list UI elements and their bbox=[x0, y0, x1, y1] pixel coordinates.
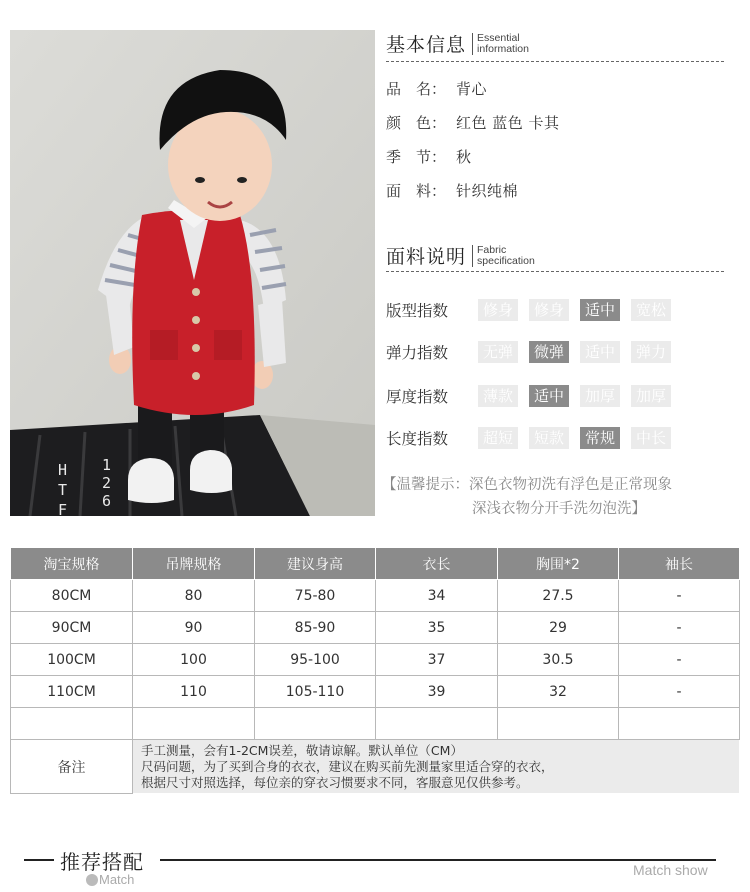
table-cell: 34 bbox=[376, 580, 498, 612]
match-show-label: Match show bbox=[633, 862, 708, 878]
table-cell bbox=[133, 708, 255, 740]
table-cell: - bbox=[619, 612, 740, 644]
size-table bbox=[10, 547, 740, 794]
index-option: 加厚 bbox=[580, 385, 620, 407]
fabric-title-en bbox=[472, 245, 535, 267]
note-line: 尺码问题，为了买到合身的衣衣，建议在购买前先测量家里适合穿的衣衣， bbox=[141, 758, 554, 774]
info-value: 背心 bbox=[456, 80, 488, 98]
table-cell: 75-80 bbox=[255, 580, 376, 612]
divider bbox=[386, 271, 724, 272]
info-value: 秋 bbox=[456, 148, 472, 166]
fit-index-row bbox=[386, 299, 682, 321]
plus-icon bbox=[86, 874, 98, 886]
index-option: 无弹 bbox=[478, 341, 518, 363]
note-line: 根据尺寸对照选择，每位亲的穿衣习惯要求不同，客服意见仅供参考。 bbox=[141, 774, 529, 790]
index-option: 薄款 bbox=[478, 385, 518, 407]
svg-text:6: 6 bbox=[102, 492, 112, 510]
basic-info-title-en bbox=[472, 33, 529, 55]
svg-text:H: H bbox=[58, 461, 68, 479]
table-cell: 29 bbox=[498, 612, 619, 644]
table-note-row bbox=[11, 740, 740, 794]
table-cell: 110 bbox=[133, 676, 255, 708]
info-label: 季 节： bbox=[386, 148, 447, 166]
table-cell bbox=[11, 708, 133, 740]
table-cell: 110CM bbox=[11, 676, 133, 708]
recommend-title: 推荐搭配 bbox=[60, 850, 144, 874]
recommend-subtitle-en: Match bbox=[99, 872, 135, 887]
svg-text:T: T bbox=[58, 481, 68, 499]
table-cell: 30.5 bbox=[498, 644, 619, 676]
fabric-en-line2: specification bbox=[477, 254, 535, 267]
note-text bbox=[133, 740, 740, 794]
table-cell: 80CM bbox=[11, 580, 133, 612]
index-label: 弹力指数 bbox=[386, 344, 449, 362]
table-cell: 37 bbox=[376, 644, 498, 676]
table-cell: 100CM bbox=[11, 644, 133, 676]
table-row bbox=[11, 580, 740, 612]
product-photo bbox=[10, 30, 375, 516]
table-cell bbox=[376, 708, 498, 740]
info-value: 红色 蓝色 卡其 bbox=[456, 114, 560, 132]
basic-info-title: 基本信息 bbox=[386, 34, 467, 56]
thickness-index-row bbox=[386, 385, 682, 407]
index-option: 修身 bbox=[529, 299, 569, 321]
table-cell: 85-90 bbox=[255, 612, 376, 644]
table-row bbox=[11, 612, 740, 644]
col-header: 衣长 bbox=[376, 548, 498, 580]
basic-info-heading bbox=[386, 30, 529, 57]
index-option: 适中 bbox=[529, 385, 569, 407]
info-row-season bbox=[386, 146, 472, 167]
index-label: 版型指数 bbox=[386, 302, 449, 320]
info-value: 针织纯棉 bbox=[456, 182, 519, 200]
care-tip-line2: 深浅衣物分开手洗勿泡洗】 bbox=[472, 501, 646, 517]
index-option: 中长 bbox=[631, 427, 671, 449]
footer-rule-right bbox=[160, 859, 716, 861]
svg-text:2: 2 bbox=[102, 474, 112, 492]
table-cell: 95-100 bbox=[255, 644, 376, 676]
svg-text:1: 1 bbox=[102, 456, 112, 474]
table-cell bbox=[619, 708, 740, 740]
table-cell: - bbox=[619, 676, 740, 708]
table-row bbox=[11, 676, 740, 708]
index-option: 宽松 bbox=[631, 299, 671, 321]
table-row bbox=[11, 644, 740, 676]
svg-text:F: F bbox=[58, 501, 68, 516]
table-cell bbox=[255, 708, 376, 740]
info-label: 面 料： bbox=[386, 182, 447, 200]
table-cell: 39 bbox=[376, 676, 498, 708]
col-header: 淘宝规格 bbox=[11, 548, 133, 580]
basic-info-en-line2: information bbox=[477, 42, 529, 55]
child-model-illustration bbox=[10, 30, 375, 516]
index-option: 加厚 bbox=[631, 385, 671, 407]
index-option: 超短 bbox=[478, 427, 518, 449]
col-header: 建议身高 bbox=[255, 548, 376, 580]
index-option: 弹力 bbox=[631, 341, 671, 363]
index-option: 短款 bbox=[529, 427, 569, 449]
fabric-en-line1: Fabric bbox=[477, 243, 507, 256]
index-option: 适中 bbox=[580, 341, 620, 363]
basic-info-en-line1: Essential bbox=[477, 31, 520, 44]
table-cell bbox=[498, 708, 619, 740]
info-row-color bbox=[386, 112, 560, 133]
table-cell: - bbox=[619, 644, 740, 676]
table-cell: 80 bbox=[133, 580, 255, 612]
footer-rule-left bbox=[24, 859, 54, 861]
table-cell: 32 bbox=[498, 676, 619, 708]
divider bbox=[386, 61, 724, 62]
fabric-heading bbox=[386, 242, 535, 269]
note-line: 手工测量，会有1-2CM误差，敬请谅解。默认单位（CM） bbox=[141, 742, 463, 758]
length-index-row bbox=[386, 427, 682, 449]
table-row-empty bbox=[11, 708, 740, 740]
info-label: 颜 色： bbox=[386, 114, 447, 132]
care-tip-line1: 【温馨提示：深色衣物初洗有浮色是正常现象 bbox=[382, 477, 672, 493]
index-option: 常规 bbox=[580, 427, 620, 449]
index-label: 厚度指数 bbox=[386, 388, 449, 406]
index-label: 长度指数 bbox=[386, 430, 449, 448]
table-cell: 105-110 bbox=[255, 676, 376, 708]
table-cell: 27.5 bbox=[498, 580, 619, 612]
info-label: 品 名： bbox=[386, 80, 447, 98]
col-header: 吊牌规格 bbox=[133, 548, 255, 580]
col-header: 袖长 bbox=[619, 548, 740, 580]
info-row-name bbox=[386, 78, 487, 99]
table-header-row bbox=[11, 548, 740, 580]
table-cell: - bbox=[619, 580, 740, 612]
note-label: 备注 bbox=[11, 740, 133, 794]
info-row-fabric bbox=[386, 180, 518, 201]
col-header: 胸围*2 bbox=[498, 548, 619, 580]
table-cell: 90 bbox=[133, 612, 255, 644]
table-cell: 100 bbox=[133, 644, 255, 676]
index-option: 修身 bbox=[478, 299, 518, 321]
fabric-title: 面料说明 bbox=[386, 246, 467, 268]
elasticity-index-row bbox=[386, 341, 682, 363]
table-cell: 90CM bbox=[11, 612, 133, 644]
table-cell: 35 bbox=[376, 612, 498, 644]
index-option: 微弹 bbox=[529, 341, 569, 363]
index-option: 适中 bbox=[580, 299, 620, 321]
